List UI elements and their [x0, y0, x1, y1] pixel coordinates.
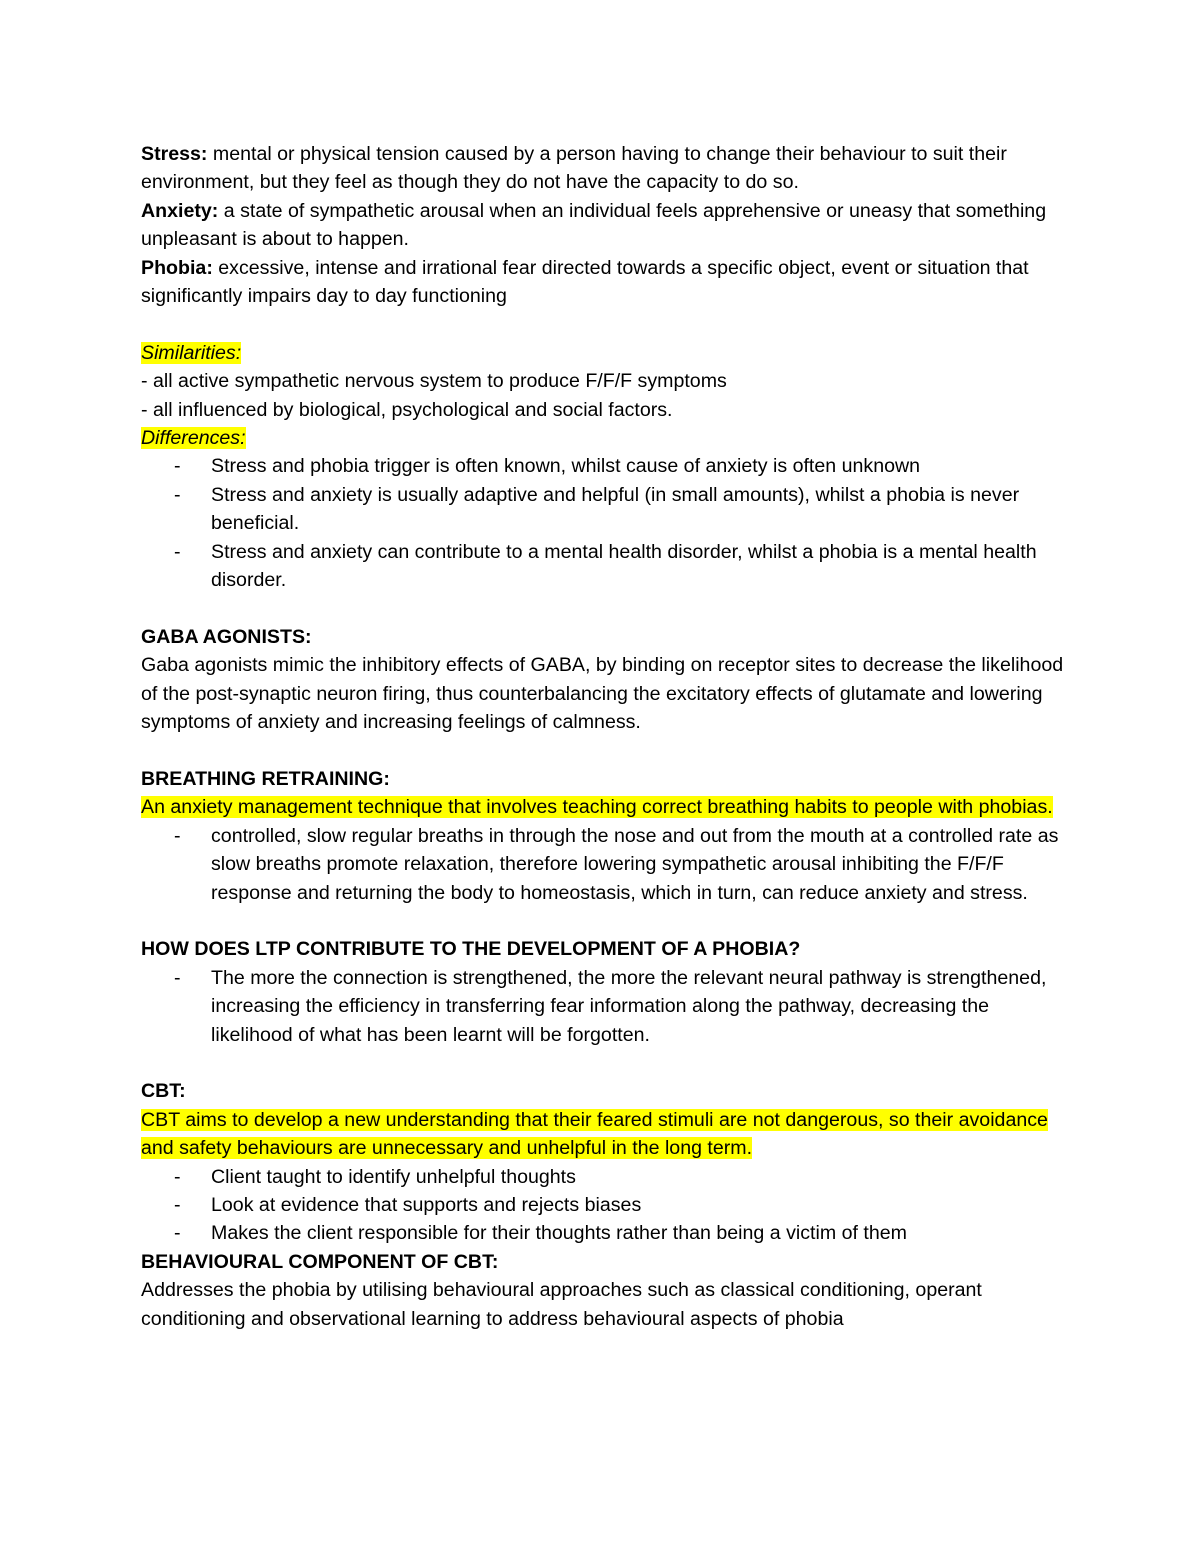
behavioural-text: Addresses the phobia by utilising behavioural approaches such as classical conditioning, operant conditioning and observational learning to address behavioural aspects of phobia — [141, 1279, 982, 1330]
bullet-dash: - — [174, 455, 181, 478]
definition-stress-text: mental or physical tension caused by a person having to change their behaviour to suit their environment, but they feel as though they do not have the capacity to do so. — [141, 143, 1007, 194]
list-item: - Makes the client responsible for their thoughts rather than being a victim of them — [141, 1219, 1066, 1247]
list-item: - Stress and anxiety is usually adaptive and helpful (in small amounts), whilst a phobia is never beneficial. — [141, 481, 1066, 538]
gaba-text: Gaba agonists mimic the inhibitory effects of GABA, by binding on receptor sites to decrease the likelihood of the post-synaptic neuron firing, thus counterbalancing the excitatory effects of glutamate and lowering symptoms of anxiety and increasing feelings of calmness. — [141, 654, 1064, 734]
definition-phobia — [141, 254, 1066, 311]
bullet-dash: - — [174, 1222, 181, 1245]
heading-behavioural: BEHAVIOURAL COMPONENT OF CBT: — [141, 1250, 499, 1273]
spacer — [141, 1049, 1066, 1077]
spacer — [141, 907, 1066, 935]
similarities-label: Similarities: — [141, 341, 242, 364]
bullet-dash: - — [174, 966, 181, 989]
term-anxiety: Anxiety: — [141, 199, 219, 222]
spacer — [141, 594, 1066, 622]
list-item: - Stress and anxiety can contribute to a mental health disorder, whilst a phobia is a mental health disorder. — [141, 538, 1066, 595]
bullet-dash: - — [174, 483, 181, 506]
heading-gaba: GABA AGONISTS: — [141, 625, 312, 648]
bullet-dash: - — [174, 540, 181, 563]
spacer — [141, 737, 1066, 765]
list-item: - Stress and phobia trigger is often known, whilst cause of anxiety is often unknown — [141, 452, 1066, 480]
ltp-list — [141, 964, 1066, 1049]
bullet-dash: - — [174, 1193, 181, 1216]
spacer — [141, 310, 1066, 338]
term-stress: Stress: — [141, 143, 208, 165]
bullet-dash: - — [174, 1165, 181, 1188]
document-page — [141, 140, 1066, 1333]
list-item: - Look at evidence that supports and rejects biases — [141, 1191, 1066, 1219]
cbt-list — [141, 1163, 1066, 1248]
heading-ltp: HOW DOES LTP CONTRIBUTE TO THE DEVELOPMENT OF A PHOBIA? — [141, 938, 801, 961]
definition-anxiety — [141, 197, 1066, 254]
cbt-highlight: CBT aims to develop a new understanding that their feared stimuli are not dangerous, so their avoidance and safety behaviours are unnecessary and unhelpful in the long term. — [141, 1108, 1048, 1160]
differences-label: Differences: — [141, 427, 246, 450]
differences-list — [141, 452, 1066, 594]
breathing-list — [141, 822, 1066, 907]
breathing-highlight: An anxiety management technique that involves teaching correct breathing habits to people with phobias. — [141, 796, 1053, 819]
list-item: - controlled, slow regular breaths in through the nose and out from the mouth at a controlled rate as slow breaths promote relaxation, therefore lowering sympathetic arousal inhibiting the F/F/F response and returning the body to homeostasis, which in turn, can reduce anxiety and stress. — [141, 822, 1066, 907]
similarity-item: - all influenced by biological, psychological and social factors. — [141, 398, 673, 421]
similarity-item: - all active sympathetic nervous system to produce F/F/F symptoms — [141, 370, 727, 393]
definition-anxiety-text: a state of sympathetic arousal when an individual feels apprehensive or uneasy that something unpleasant is about to happen. — [141, 199, 1047, 251]
heading-cbt: CBT: — [141, 1080, 186, 1103]
heading-breathing: BREATHING RETRAINING: — [141, 767, 390, 790]
definition-phobia-text: excessive, intense and irrational fear directed towards a specific object, event or situation that significantly impairs day to day functioning — [141, 256, 1029, 308]
definition-stress — [141, 140, 1066, 197]
bullet-dash: - — [174, 824, 181, 847]
list-item: - The more the connection is strengthened, the more the relevant neural pathway is strengthened, increasing the efficiency in transferring fear information along the pathway, decreasing the likelihood of what has been learnt will be forgotten. — [141, 964, 1066, 1049]
term-phobia: Phobia: — [141, 256, 213, 279]
list-item: - Client taught to identify unhelpful thoughts — [141, 1163, 1066, 1191]
